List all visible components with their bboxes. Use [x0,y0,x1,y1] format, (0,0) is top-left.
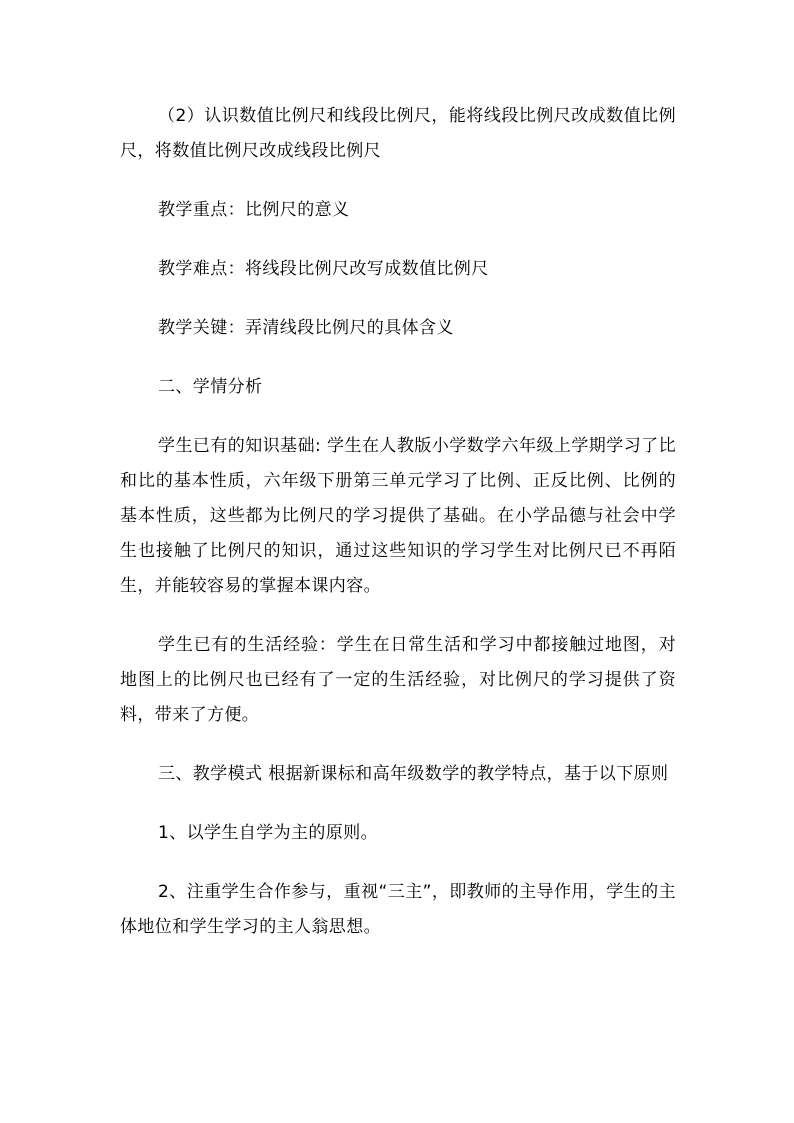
key-point-paragraph: 教学重点：比例尺的意义 [158,200,350,220]
knowledge-basis-paragraph: 学生已有的知识基础: 学生在人教版小学数学六年级上学期学习了比和比的基本性质，六年级下册第三单元学习了比例、正反比例、比例的基本性质，这些都为比例尺的学习提供了基础。在小学品德与社会中学生也接触了比例尺的知识，通过这些知识的学习学生对比例尺已不再陌生，并能较容易的掌握本课内容。 [120,436,676,596]
principle-2-paragraph: 2、注重学生合作参与，重视“三主”，即教师的主导作用，学生的主体地位和学生学习的主人翁思想。 [120,882,676,937]
section-heading-learner-analysis: 二、学情分析 [158,377,263,397]
section-heading-teaching-mode: 三、教学模式 根据新课标和高年级数学的教学特点，基于以下原则 [158,764,669,784]
life-experience-paragraph: 学生已有的生活经验：学生在日常生活和学习中都接触过地图，对地图上的比例尺也已经有了一定的生活经验，对比例尺的学习提供了资料，带来了方便。 [120,635,676,725]
key-concept-paragraph: 教学关键：弄清线段比例尺的具体含义 [158,318,454,338]
principle-1-paragraph: 1、以学生自学为主的原则。 [158,823,379,843]
document-body [120,99,676,969]
objective-paragraph: （2）认识数值比例尺和线段比例尺，能将线段比例尺改成数值比例尺，将数值比例尺改成线段比例尺 [120,106,676,161]
difficulty-paragraph: 教学难点：将线段比例尺改写成数值比例尺 [158,259,489,279]
